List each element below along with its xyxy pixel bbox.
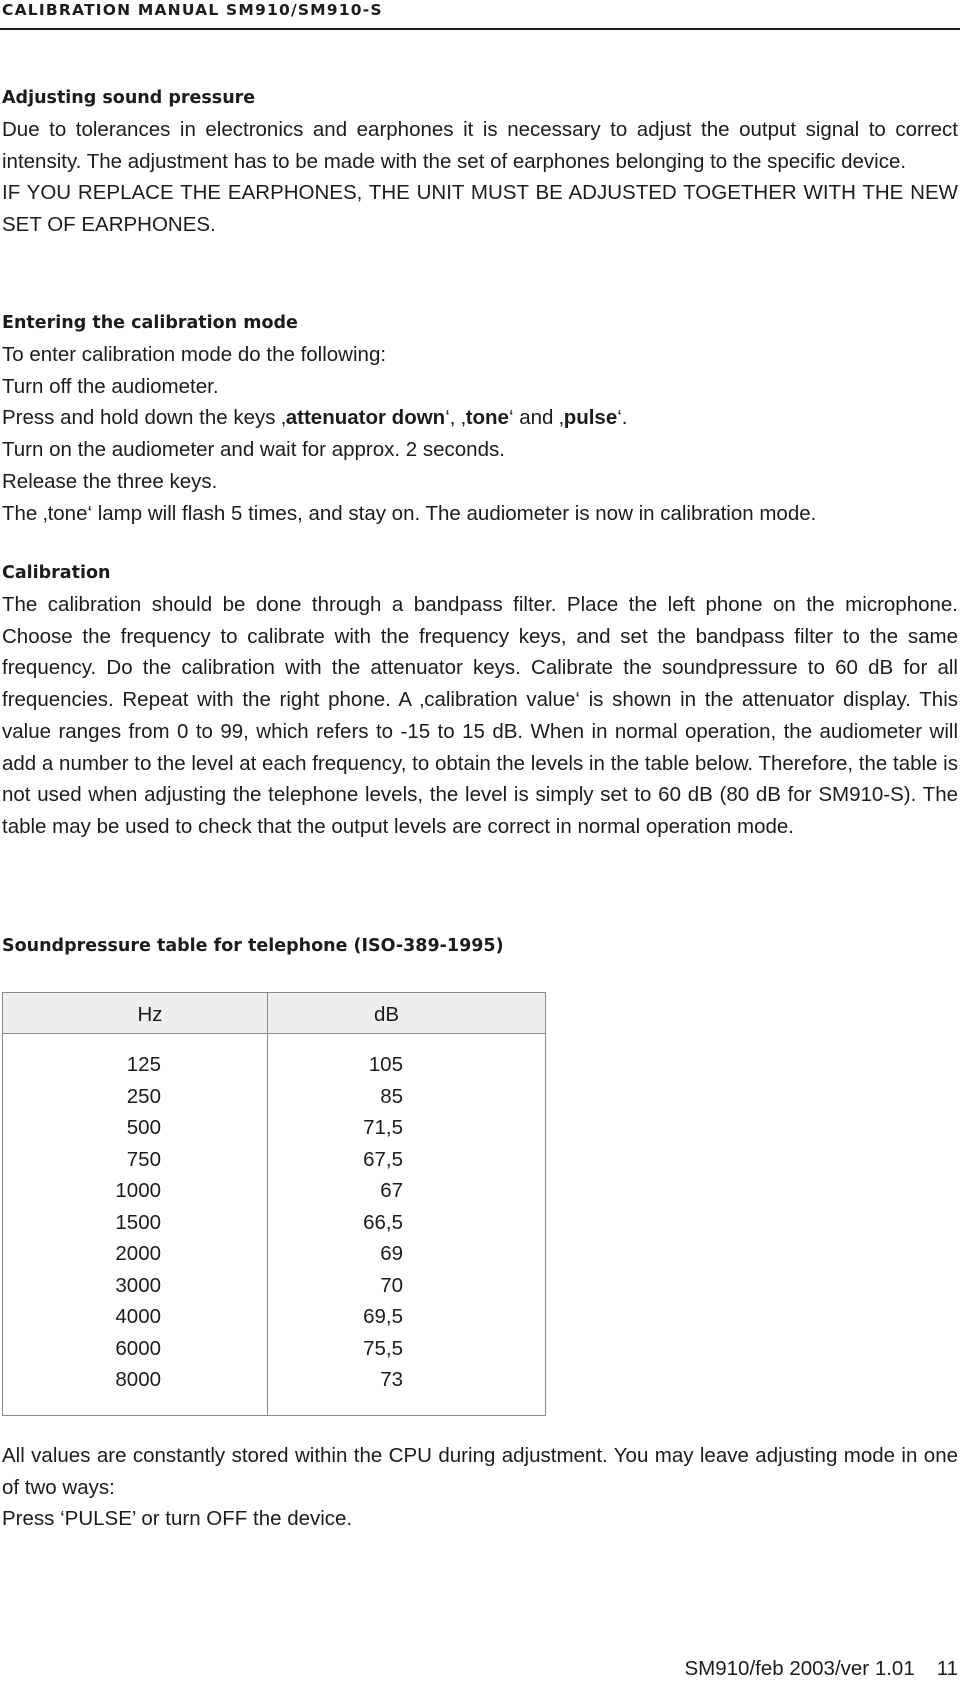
key-tone: tone bbox=[465, 406, 509, 430]
table-body bbox=[3, 1049, 545, 1396]
press-hold-suffix: ‘. bbox=[617, 406, 628, 430]
column-header-hz: Hz bbox=[137, 1003, 163, 1026]
cell-hz: 4000 bbox=[115, 1305, 161, 1328]
cell-db: 69,5 bbox=[363, 1305, 403, 1328]
cell-db: 67,5 bbox=[363, 1147, 403, 1171]
cell-db: 75,5 bbox=[363, 1336, 403, 1360]
soundpressure-table bbox=[2, 992, 546, 1416]
cell-hz: 500 bbox=[126, 1116, 161, 1139]
table-row bbox=[3, 1144, 545, 1176]
page-header bbox=[0, 0, 960, 30]
cell-hz: 6000 bbox=[115, 1336, 161, 1360]
page-number: 11 bbox=[936, 1657, 958, 1680]
step-press-hold bbox=[2, 402, 958, 434]
cell-db: 105 bbox=[368, 1053, 403, 1076]
table-heading: Soundpressure table for telephone (ISO-389-1995) bbox=[2, 936, 504, 956]
body-paragraph: Due to tolerances in electronics and earphones it is necessary to adjust the output signal to correct intensity. The adjustment has to be made with the set of earphones belonging to the specific device. bbox=[2, 118, 958, 173]
press-hold-sep: ‘, ‚ bbox=[445, 406, 466, 430]
press-hold-sep: ‘ and ‚ bbox=[508, 406, 564, 430]
cell-db: 71,5 bbox=[363, 1116, 403, 1139]
section-sound-pressure bbox=[2, 83, 958, 241]
table-header-row bbox=[3, 993, 545, 1034]
cell-hz: 250 bbox=[126, 1084, 161, 1108]
table-row bbox=[3, 1049, 545, 1081]
step-turn-on: Turn on the audiometer and wait for approx. 2 seconds. bbox=[2, 438, 505, 462]
section-heading: Entering the calibration mode bbox=[2, 313, 298, 333]
cell-db: 73 bbox=[380, 1368, 403, 1391]
table-row bbox=[3, 1175, 545, 1207]
closing-paragraph: All values are constantly stored within the CPU during adjustment. You may leave adjusting mode in one of two ways: bbox=[2, 1444, 958, 1499]
key-attenuator-down: attenuator down bbox=[285, 406, 446, 430]
step-release: Release the three keys. bbox=[2, 469, 218, 493]
section-calibration bbox=[2, 558, 958, 843]
table-row bbox=[3, 1301, 545, 1333]
cell-hz: 1000 bbox=[115, 1179, 161, 1202]
step-intro: To enter calibration mode do the following: bbox=[2, 343, 387, 366]
cell-hz: 750 bbox=[126, 1147, 161, 1171]
page-footer bbox=[685, 1656, 959, 1682]
cell-db: 69 bbox=[380, 1242, 403, 1265]
section-calibration-mode bbox=[2, 308, 958, 529]
cell-db: 85 bbox=[380, 1084, 403, 1108]
press-hold-prefix: Press and hold down the keys ‚ bbox=[2, 406, 286, 430]
footer-version: SM910/feb 2003/ver 1.01 bbox=[684, 1657, 915, 1680]
key-pulse: pulse bbox=[563, 406, 618, 430]
cell-hz: 2000 bbox=[115, 1242, 161, 1265]
cell-db: 67 bbox=[380, 1179, 403, 1202]
step-lamp: The ‚tone‘ lamp will flash 5 times, and stay on. The audiometer is now in calibration mode. bbox=[2, 501, 817, 525]
section-heading: Adjusting sound pressure bbox=[2, 88, 256, 108]
step-turn-off: Turn off the audiometer. bbox=[2, 374, 219, 398]
cell-db: 66,5 bbox=[363, 1210, 403, 1234]
header-title: CALIBRATION MANUAL SM910/SM910-S bbox=[2, 1, 383, 19]
table-row bbox=[3, 1270, 545, 1302]
closing-line: Press ‘PULSE’ or turn OFF the device. bbox=[2, 1507, 353, 1531]
table-row bbox=[3, 1238, 545, 1270]
section-heading: Calibration bbox=[2, 563, 111, 583]
cell-hz: 3000 bbox=[115, 1273, 161, 1297]
cell-hz: 125 bbox=[126, 1053, 161, 1076]
cell-hz: 1500 bbox=[115, 1210, 161, 1234]
cell-db: 70 bbox=[380, 1273, 403, 1297]
calibration-paragraph: The calibration should be done through a bandpass filter. Place the left phone on the microphone. Choose the frequency to calibrate with the frequency keys, and set the bandpass filter to the same frequency. Do the calibration with the attenuator keys. Calibrate the soundpressure to 60 dB for all frequencies. Repeat with the right phone. A ‚calibration value‘ is shown in the attenuator display. This value ranges from 0 to 99, which refers to -15 to 15 dB. When in normal operation, the audiometer will add a number to the level at each frequency, to obtain the levels in the table below. Therefore, the table is not used when adjusting the telephone levels, the level is simply set to 60 dB (80 dB for SM910-S). The table may be used to check that the output levels are correct in normal operation mode. bbox=[2, 593, 958, 838]
table-row bbox=[3, 1081, 545, 1113]
cell-hz: 8000 bbox=[115, 1368, 161, 1391]
column-header-db: dB bbox=[373, 1003, 400, 1026]
table-row bbox=[3, 1333, 545, 1365]
warning-paragraph: IF YOU REPLACE THE EARPHONES, THE UNIT MUST BE ADJUSTED TOGETHER WITH THE NEW SET OF EARPHONES. bbox=[2, 181, 958, 237]
section-closing bbox=[2, 1440, 958, 1535]
table-row bbox=[3, 1112, 545, 1144]
table-row bbox=[3, 1207, 545, 1239]
table-row bbox=[3, 1364, 545, 1396]
